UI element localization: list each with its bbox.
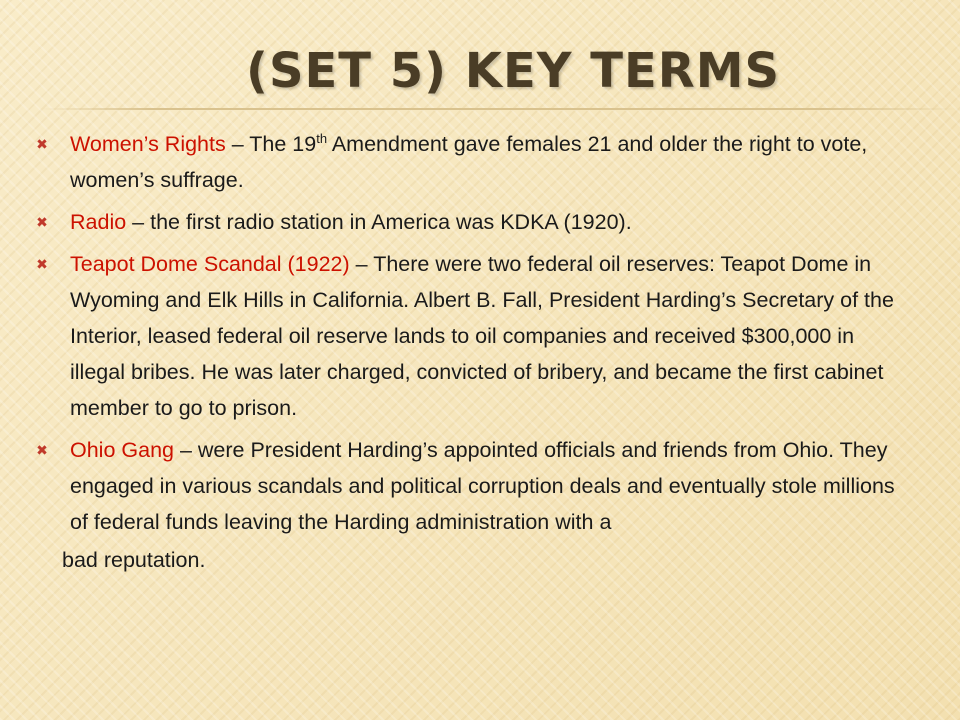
- term-label: Ohio Gang: [70, 438, 174, 462]
- list-item-radio: [32, 204, 912, 240]
- definition-text: – The 19: [225, 132, 317, 156]
- key-terms-list: [32, 126, 912, 578]
- x-mark-icon: ✖: [36, 214, 48, 230]
- definition-text: Amendment gave females 21 and older the right to vote, women’s suffrage.: [70, 132, 868, 192]
- x-mark-icon: ✖: [36, 256, 48, 272]
- ordinal-superscript: th: [316, 130, 328, 146]
- term-label: Radio: [70, 210, 127, 234]
- list-item-teapot-dome: [32, 246, 912, 426]
- x-mark-icon: ✖: [36, 442, 48, 458]
- definition-text: – There were two federal oil reserves: Teapot Dome in Wyoming and Elk Hills in California. Albert B. Fall, President Harding’s Secretary of the Interior, leased federal oil reserve lands to oil companies and received $300,000 in illegal bribes. He was later charged, convicted of bribery, and became the first cabinet member to go to prison.: [70, 252, 894, 420]
- definition-text: – were President Harding’s appointed officials and friends from Ohio. They engaged in various scandals and political corruption deals and eventually stole millions of federal funds leaving the Harding administration with a: [70, 438, 895, 534]
- title-divider: [40, 108, 960, 110]
- trailing-text-line: bad reputation.: [62, 548, 206, 572]
- term-label: Teapot Dome Scandal (1922): [70, 252, 350, 276]
- list-item-ohio-gang: [32, 432, 912, 540]
- x-mark-icon: ✖: [36, 136, 48, 152]
- list-item-womens-rights: [32, 126, 912, 198]
- definition-text: – the first radio station in America was KDKA (1920).: [126, 210, 632, 234]
- term-label: Women’s Rights: [70, 132, 226, 156]
- slide-title: (SET 5) KEY TERMS: [246, 43, 781, 99]
